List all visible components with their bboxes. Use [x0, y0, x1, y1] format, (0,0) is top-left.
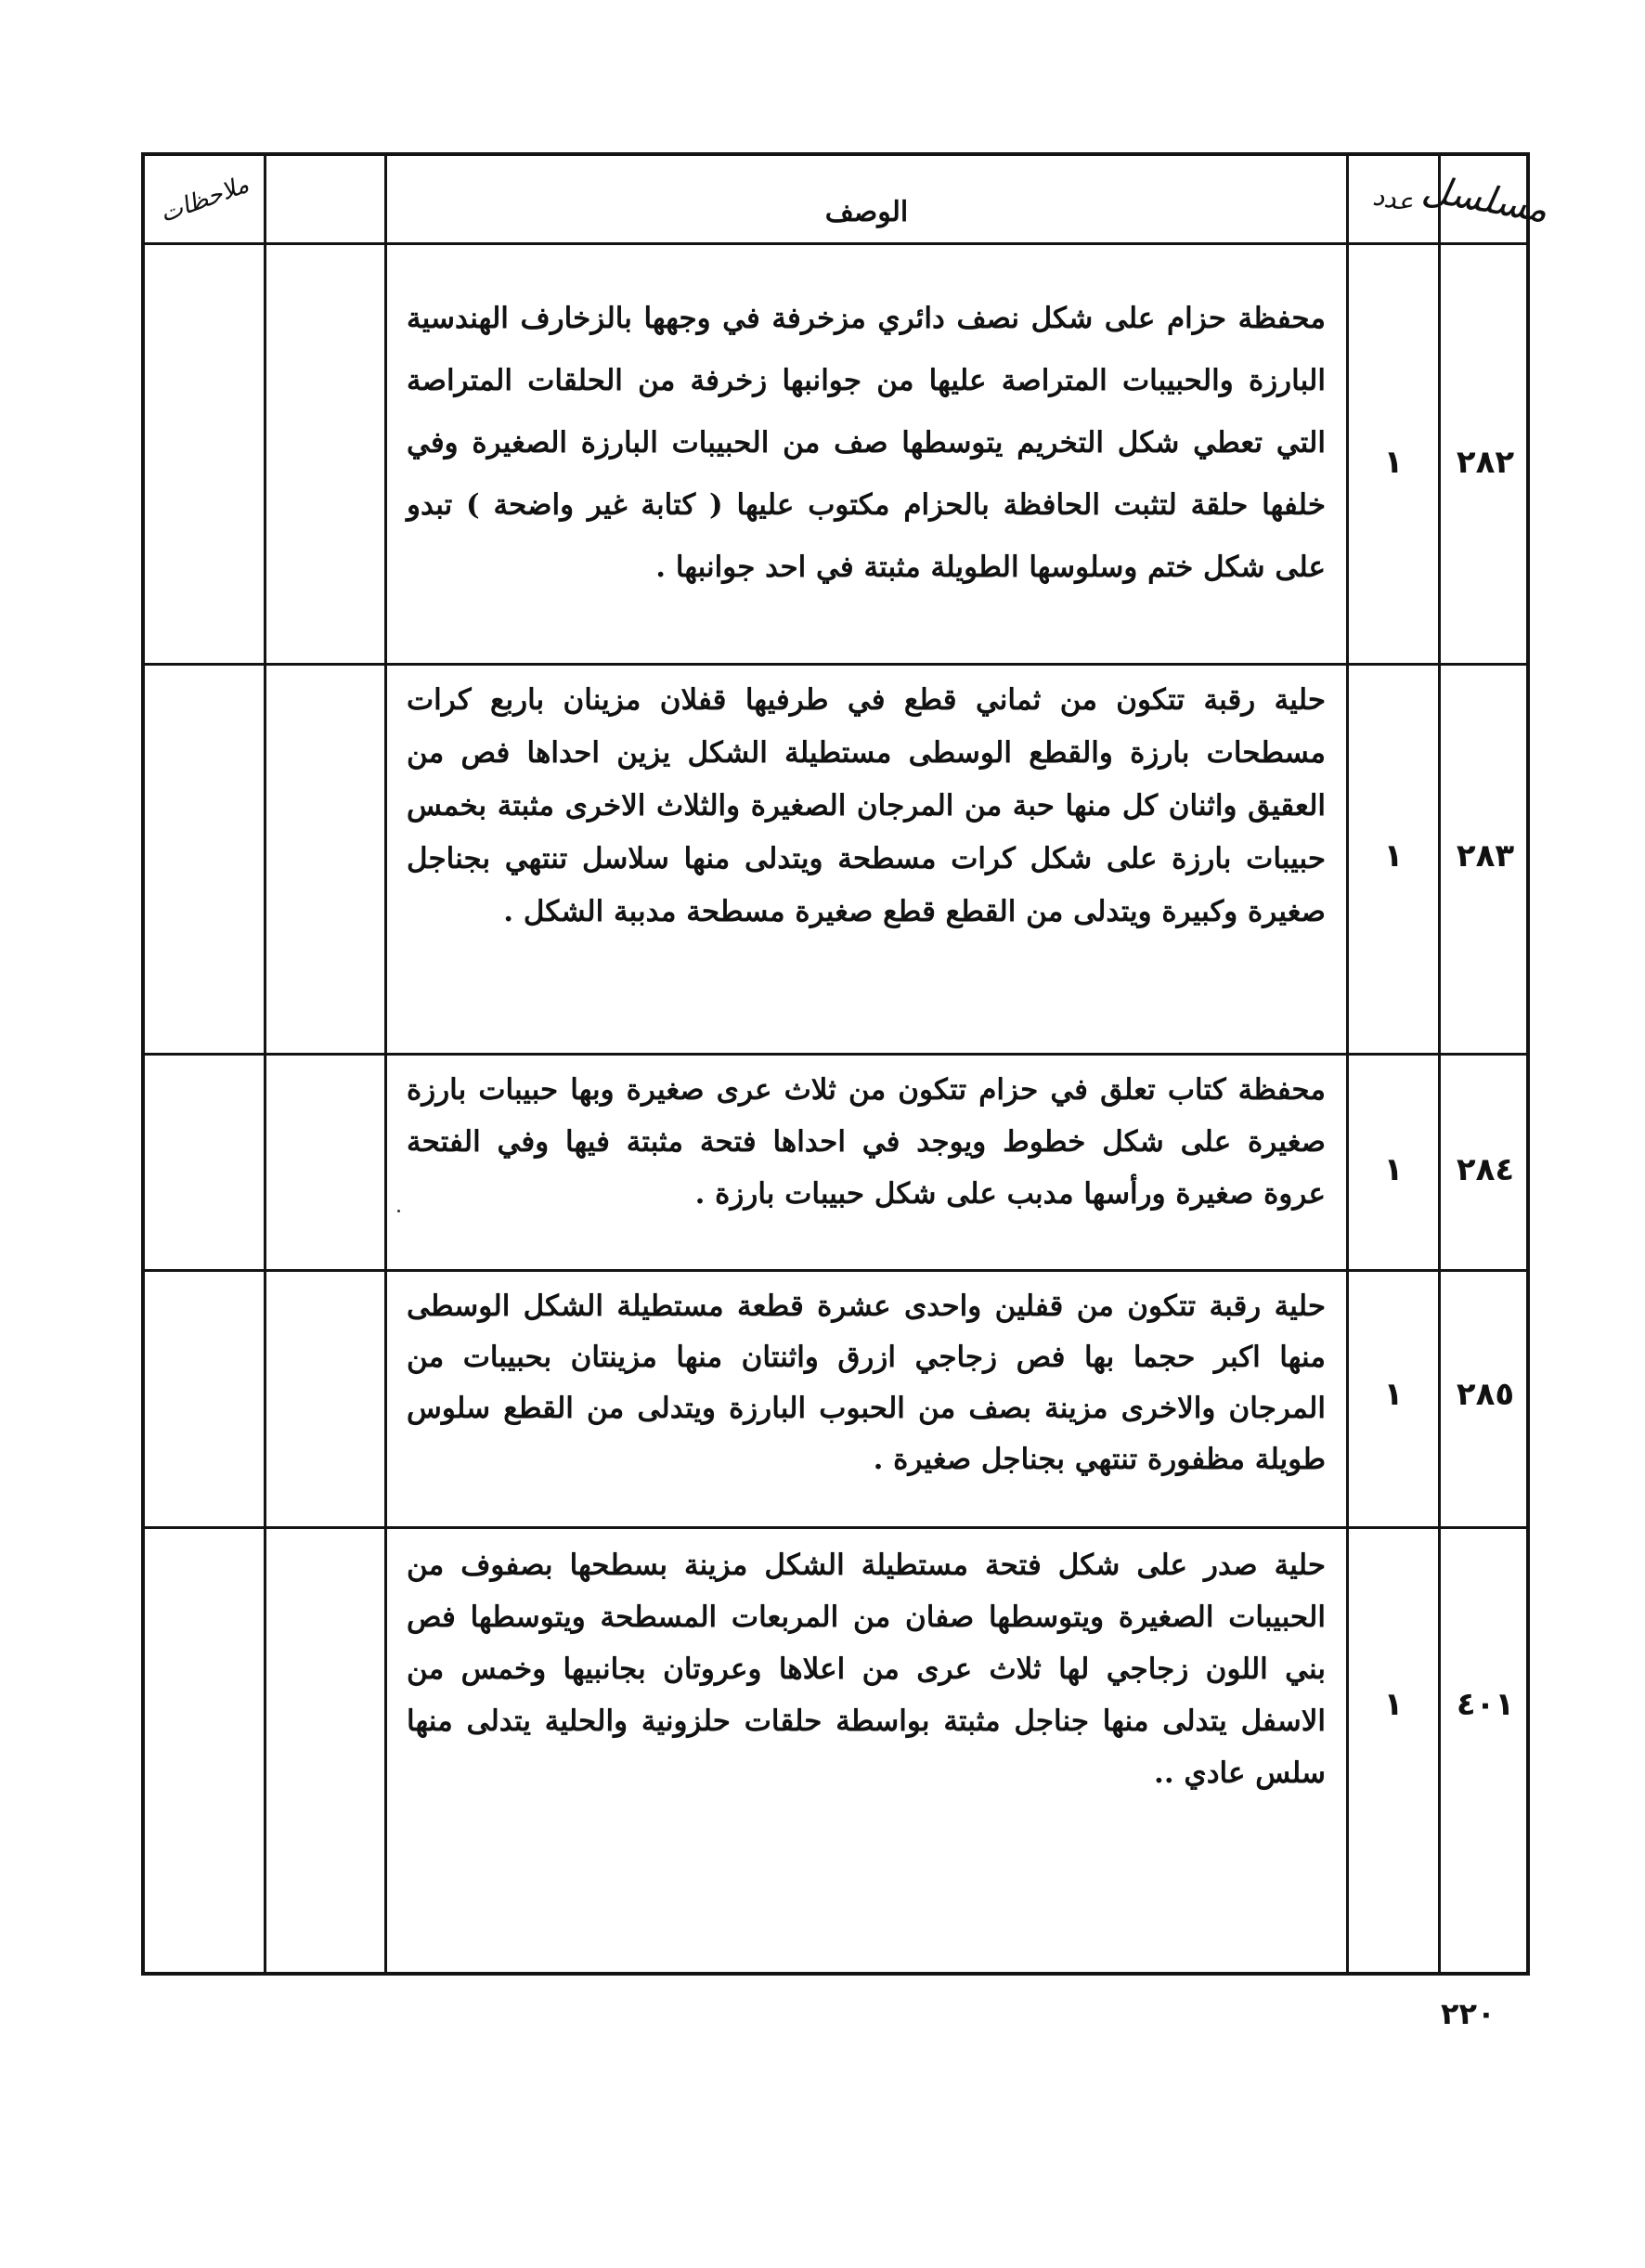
row-count: ١ — [1383, 1151, 1404, 1188]
row-divider — [145, 663, 1526, 666]
row-divider — [145, 1269, 1526, 1272]
page-number: ٢٢٠ — [1441, 1996, 1496, 2031]
row-count: ١ — [1383, 1686, 1404, 1723]
row-description: حلية رقبة تتكون من ثماني قطع في طرفيها قفلان مزينان باربع كرات مسطحات بارزة والقطع الوسطى مستطيلة الشكل يزين احداها فص من العقيق واثنان كل منها حبة من المرجان الصغيرة والثلاث الاخرى مثبتة بخمس حبيبات بارزة على شكل كرات مسطحة ويتدلى منها سلاسل تنتهي بجناجل صغيرة وكبيرة ويتدلى من القطع قطع صغيرة مسطحة مدببة الشكل . — [407, 683, 1326, 928]
col-divider-extra — [384, 156, 387, 1972]
row-description: حلية رقبة تتكون من قفلين واحدى عشرة قطعة مستطيلة الشكل الوسطى منها اكبر حجما بها فص زجاجي ازرق واثنتان منها مزينتان بحبيبات من المرجان والاخرى مزينة بصف من الحبوب البارزة ويتدلى من القطع سلوس طويلة مظفورة تنتهي بجناجل صغيرة . — [407, 1290, 1326, 1476]
header-description: الوصف — [824, 196, 909, 228]
header-count: عدد — [1370, 180, 1417, 218]
row-serial: ٢٨٥ — [1456, 1376, 1515, 1413]
row-count: ١ — [1383, 444, 1404, 481]
row-description: حلية صدر على شكل فتحة مستطيلة الشكل مزينة بسطحها بصفوف من الحبيبات الصغيرة ويتوسطها صفان من المربعات المسطحة ويتوسطها فص بني اللون زجاجي لها ثلاث عرى من اعلاها وعروتان بجانبيها وخمس من الاسفل يتدلى منها جناجل مثبتة بواسطة حلقات حلزونية والحلية يتدلى منها سلس عادي .. — [407, 1549, 1326, 1790]
row-divider — [145, 1526, 1526, 1529]
row-divider — [145, 1053, 1526, 1056]
row-description: محفظة حزام على شكل نصف دائري مزخرفة في وجهها بالزخارف الهندسية البارزة والحبيبات المتراصة عليها من جوانبها زخرفة من الحلقات المتراصة التي تعطي شكل التخريم يتوسطها صف من الحبيبات البارزة الصغيرة وفي خلفها حلقة لتثبت الحافظة بالحزام مكتوب عليها ( كتابة غير واضحة ) تبدو على شكل ختم وسلوسها الطويلة مثبتة في احد جوانبها . — [407, 302, 1326, 584]
header-serial: مسلسل — [1418, 167, 1552, 231]
row-serial: ٢٨٣ — [1456, 837, 1515, 875]
row-description: محفظة كتاب تعلق في حزام تتكون من ثلاث عرى صغيرة وبها حبيبات بارزة صغيرة على شكل خطوط ويوجد في احداها فتحة مثبتة فيها وفي الفتحة عروة صغيرة ورأسها مدبب على شكل حبيبات بارزة . — [407, 1073, 1326, 1211]
row-serial: ٤٠١ — [1456, 1686, 1515, 1723]
header-notes: ملاحظات — [156, 170, 253, 228]
catalog-table — [141, 152, 1552, 1976]
col-divider-notes — [264, 156, 266, 1972]
row-serial: ٢٨٢ — [1456, 444, 1515, 481]
row-serial: ٢٨٤ — [1456, 1151, 1515, 1188]
row-count: ١ — [1383, 1376, 1404, 1413]
row-count: ١ — [1383, 837, 1404, 875]
stray-mark — [397, 1210, 400, 1212]
